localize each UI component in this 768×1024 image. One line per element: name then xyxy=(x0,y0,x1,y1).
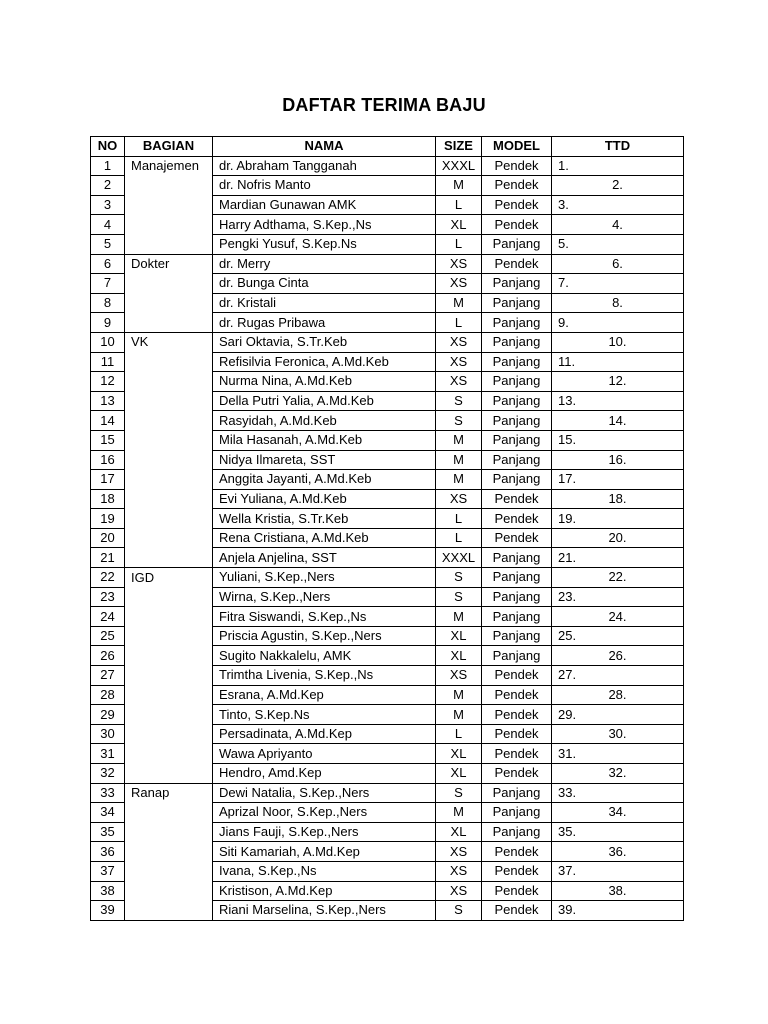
table-row xyxy=(91,861,684,881)
row-department: Ranap xyxy=(125,783,213,803)
row-number: 2 xyxy=(91,176,125,196)
header-ttd: TTD xyxy=(552,137,684,157)
row-number: 38 xyxy=(91,881,125,901)
row-number: 4 xyxy=(91,215,125,235)
row-model: Panjang xyxy=(482,568,552,588)
row-department xyxy=(125,450,213,470)
row-department xyxy=(125,274,213,294)
row-model: Pendek xyxy=(482,842,552,862)
row-signature: 30. xyxy=(552,724,684,744)
row-number: 13 xyxy=(91,391,125,411)
row-department: IGD xyxy=(125,568,213,588)
row-name: dr. Merry xyxy=(213,254,436,274)
row-department xyxy=(125,705,213,725)
row-size: M xyxy=(436,176,482,196)
row-department xyxy=(125,215,213,235)
row-signature: 36. xyxy=(552,842,684,862)
row-size: S xyxy=(436,587,482,607)
row-name: Trimtha Livenia, S.Kep.,Ns xyxy=(213,666,436,686)
document-title: DAFTAR TERIMA BAJU xyxy=(282,95,486,115)
row-number: 32 xyxy=(91,764,125,784)
table-row xyxy=(91,352,684,372)
row-signature: 34. xyxy=(552,803,684,823)
row-signature: 13. xyxy=(552,391,684,411)
table-row xyxy=(91,568,684,588)
row-name: Pengki Yusuf, S.Kep.Ns xyxy=(213,234,436,254)
row-name: Refisilvia Feronica, A.Md.Keb xyxy=(213,352,436,372)
table-row xyxy=(91,646,684,666)
row-model: Pendek xyxy=(482,685,552,705)
row-number: 16 xyxy=(91,450,125,470)
row-size: XXXL xyxy=(436,548,482,568)
row-size: M xyxy=(436,470,482,490)
row-number: 37 xyxy=(91,861,125,881)
row-department xyxy=(125,724,213,744)
row-model: Panjang xyxy=(482,783,552,803)
row-department xyxy=(125,528,213,548)
row-number: 8 xyxy=(91,293,125,313)
row-name: Harry Adthama, S.Kep.,Ns xyxy=(213,215,436,235)
table-row xyxy=(91,234,684,254)
row-name: Anggita Jayanti, A.Md.Keb xyxy=(213,470,436,490)
row-model: Pendek xyxy=(482,509,552,529)
row-size: M xyxy=(436,685,482,705)
row-size: S xyxy=(436,391,482,411)
row-number: 36 xyxy=(91,842,125,862)
row-name: Yuliani, S.Kep.,Ners xyxy=(213,568,436,588)
table-row xyxy=(91,587,684,607)
row-number: 20 xyxy=(91,528,125,548)
row-name: Wella Kristia, S.Tr.Keb xyxy=(213,509,436,529)
row-signature: 33. xyxy=(552,783,684,803)
row-model: Pendek xyxy=(482,881,552,901)
row-number: 39 xyxy=(91,901,125,921)
row-size: XS xyxy=(436,489,482,509)
row-department xyxy=(125,411,213,431)
row-size: S xyxy=(436,783,482,803)
row-model: Panjang xyxy=(482,646,552,666)
header-nama: NAMA xyxy=(213,137,436,157)
row-name: Fitra Siswandi, S.Kep.,Ns xyxy=(213,607,436,627)
row-number: 14 xyxy=(91,411,125,431)
row-number: 3 xyxy=(91,195,125,215)
row-number: 1 xyxy=(91,156,125,176)
row-number: 31 xyxy=(91,744,125,764)
row-size: XL xyxy=(436,215,482,235)
row-signature: 28. xyxy=(552,685,684,705)
row-signature: 35. xyxy=(552,822,684,842)
table-row xyxy=(91,509,684,529)
row-department xyxy=(125,352,213,372)
table-row xyxy=(91,881,684,901)
header-bagian: BAGIAN xyxy=(125,137,213,157)
table-header-row xyxy=(91,137,684,157)
row-department xyxy=(125,489,213,509)
table-row xyxy=(91,391,684,411)
row-name: Tinto, S.Kep.Ns xyxy=(213,705,436,725)
row-signature: 8. xyxy=(552,293,684,313)
row-department xyxy=(125,234,213,254)
row-name: Aprizal Noor, S.Kep.,Ners xyxy=(213,803,436,823)
row-signature: 23. xyxy=(552,587,684,607)
row-signature: 25. xyxy=(552,626,684,646)
row-size: L xyxy=(436,195,482,215)
row-signature: 14. xyxy=(552,411,684,431)
row-number: 33 xyxy=(91,783,125,803)
row-department xyxy=(125,822,213,842)
row-name: Ivana, S.Kep.,Ns xyxy=(213,861,436,881)
row-model: Panjang xyxy=(482,372,552,392)
row-number: 22 xyxy=(91,568,125,588)
row-name: Rena Cristiana, A.Md.Keb xyxy=(213,528,436,548)
row-signature: 38. xyxy=(552,881,684,901)
row-model: Pendek xyxy=(482,528,552,548)
row-model: Pendek xyxy=(482,195,552,215)
row-model: Panjang xyxy=(482,313,552,333)
row-signature: 37. xyxy=(552,861,684,881)
row-department xyxy=(125,195,213,215)
row-size: XS xyxy=(436,274,482,294)
row-department xyxy=(125,685,213,705)
row-signature: 21. xyxy=(552,548,684,568)
row-size: XS xyxy=(436,352,482,372)
row-model: Pendek xyxy=(482,215,552,235)
row-number: 12 xyxy=(91,372,125,392)
row-department xyxy=(125,646,213,666)
row-size: M xyxy=(436,607,482,627)
row-department xyxy=(125,764,213,784)
header-size: SIZE xyxy=(436,137,482,157)
row-size: M xyxy=(436,705,482,725)
row-department xyxy=(125,509,213,529)
row-name: Evi Yuliana, A.Md.Keb xyxy=(213,489,436,509)
row-signature: 27. xyxy=(552,666,684,686)
row-number: 24 xyxy=(91,607,125,627)
row-name: Wirna, S.Kep.,Ners xyxy=(213,587,436,607)
row-size: XS xyxy=(436,842,482,862)
row-number: 17 xyxy=(91,470,125,490)
row-department xyxy=(125,293,213,313)
row-name: dr. Nofris Manto xyxy=(213,176,436,196)
row-size: L xyxy=(436,724,482,744)
row-name: Hendro, Amd.Kep xyxy=(213,764,436,784)
row-name: Anjela Anjelina, SST xyxy=(213,548,436,568)
row-signature: 9. xyxy=(552,313,684,333)
row-department: Dokter xyxy=(125,254,213,274)
row-department xyxy=(125,470,213,490)
table-row xyxy=(91,822,684,842)
row-department xyxy=(125,587,213,607)
table-row xyxy=(91,607,684,627)
row-signature: 11. xyxy=(552,352,684,372)
table-row xyxy=(91,901,684,921)
table-row xyxy=(91,372,684,392)
row-number: 34 xyxy=(91,803,125,823)
row-model: Panjang xyxy=(482,234,552,254)
row-model: Panjang xyxy=(482,411,552,431)
table-row xyxy=(91,470,684,490)
row-size: XXXL xyxy=(436,156,482,176)
row-signature: 7. xyxy=(552,274,684,294)
row-model: Pendek xyxy=(482,254,552,274)
row-number: 15 xyxy=(91,430,125,450)
table-row xyxy=(91,626,684,646)
row-model: Panjang xyxy=(482,391,552,411)
row-number: 10 xyxy=(91,332,125,352)
row-model: Pendek xyxy=(482,764,552,784)
row-size: L xyxy=(436,234,482,254)
row-signature: 18. xyxy=(552,489,684,509)
row-model: Pendek xyxy=(482,176,552,196)
row-name: Sugito Nakkalelu, AMK xyxy=(213,646,436,666)
row-model: Panjang xyxy=(482,626,552,646)
row-signature: 17. xyxy=(552,470,684,490)
row-name: Siti Kamariah, A.Md.Kep xyxy=(213,842,436,862)
row-size: S xyxy=(436,568,482,588)
row-model: Panjang xyxy=(482,470,552,490)
row-model: Pendek xyxy=(482,156,552,176)
row-number: 18 xyxy=(91,489,125,509)
row-signature: 4. xyxy=(552,215,684,235)
row-model: Panjang xyxy=(482,450,552,470)
table-row xyxy=(91,254,684,274)
row-name: Priscia Agustin, S.Kep.,Ners xyxy=(213,626,436,646)
row-department xyxy=(125,626,213,646)
header-no: NO xyxy=(91,137,125,157)
row-model: Panjang xyxy=(482,607,552,627)
row-name: Nurma Nina, A.Md.Keb xyxy=(213,372,436,392)
row-size: M xyxy=(436,450,482,470)
row-name: Rasyidah, A.Md.Keb xyxy=(213,411,436,431)
row-size: M xyxy=(436,293,482,313)
row-size: L xyxy=(436,509,482,529)
row-name: Kristison, A.Md.Kep xyxy=(213,881,436,901)
row-model: Panjang xyxy=(482,274,552,294)
row-department xyxy=(125,861,213,881)
row-name: dr. Rugas Pribawa xyxy=(213,313,436,333)
table-row xyxy=(91,783,684,803)
row-department xyxy=(125,391,213,411)
row-department xyxy=(125,842,213,862)
row-model: Panjang xyxy=(482,822,552,842)
row-size: XS xyxy=(436,666,482,686)
table-row xyxy=(91,274,684,294)
table-row xyxy=(91,764,684,784)
row-model: Panjang xyxy=(482,803,552,823)
row-number: 27 xyxy=(91,666,125,686)
row-department xyxy=(125,744,213,764)
row-name: Mardian Gunawan AMK xyxy=(213,195,436,215)
row-department xyxy=(125,430,213,450)
row-name: Persadinata, A.Md.Kep xyxy=(213,724,436,744)
table-row xyxy=(91,450,684,470)
row-signature: 31. xyxy=(552,744,684,764)
row-size: XL xyxy=(436,744,482,764)
table-row xyxy=(91,215,684,235)
row-size: XL xyxy=(436,822,482,842)
row-signature: 16. xyxy=(552,450,684,470)
row-department xyxy=(125,372,213,392)
row-department xyxy=(125,548,213,568)
row-size: XS xyxy=(436,254,482,274)
row-signature: 1. xyxy=(552,156,684,176)
row-signature: 12. xyxy=(552,372,684,392)
table-row xyxy=(91,293,684,313)
row-number: 23 xyxy=(91,587,125,607)
table-row xyxy=(91,195,684,215)
table-row xyxy=(91,528,684,548)
table-row xyxy=(91,744,684,764)
row-size: S xyxy=(436,901,482,921)
row-department: VK xyxy=(125,332,213,352)
header-model: MODEL xyxy=(482,137,552,157)
row-signature: 3. xyxy=(552,195,684,215)
row-name: Della Putri Yalia, A.Md.Keb xyxy=(213,391,436,411)
row-number: 9 xyxy=(91,313,125,333)
row-number: 11 xyxy=(91,352,125,372)
row-name: Riani Marselina, S.Kep.,Ners xyxy=(213,901,436,921)
row-size: XS xyxy=(436,861,482,881)
row-department xyxy=(125,313,213,333)
row-name: Jians Fauji, S.Kep.,Ners xyxy=(213,822,436,842)
table-row xyxy=(91,489,684,509)
row-signature: 6. xyxy=(552,254,684,274)
row-number: 7 xyxy=(91,274,125,294)
row-size: S xyxy=(436,411,482,431)
row-number: 25 xyxy=(91,626,125,646)
row-number: 35 xyxy=(91,822,125,842)
table-row xyxy=(91,313,684,333)
row-department xyxy=(125,176,213,196)
row-signature: 5. xyxy=(552,234,684,254)
row-signature: 32. xyxy=(552,764,684,784)
row-name: Sari Oktavia, S.Tr.Keb xyxy=(213,332,436,352)
row-model: Panjang xyxy=(482,293,552,313)
table-row xyxy=(91,705,684,725)
row-number: 30 xyxy=(91,724,125,744)
row-size: XL xyxy=(436,646,482,666)
row-number: 28 xyxy=(91,685,125,705)
table-row xyxy=(91,685,684,705)
row-model: Pendek xyxy=(482,705,552,725)
row-department xyxy=(125,803,213,823)
row-size: XS xyxy=(436,372,482,392)
row-model: Pendek xyxy=(482,901,552,921)
row-model: Pendek xyxy=(482,861,552,881)
table-row xyxy=(91,156,684,176)
row-size: XS xyxy=(436,332,482,352)
row-signature: 22. xyxy=(552,568,684,588)
row-signature: 20. xyxy=(552,528,684,548)
row-name: Wawa Apriyanto xyxy=(213,744,436,764)
row-model: Panjang xyxy=(482,430,552,450)
table-row xyxy=(91,176,684,196)
row-model: Pendek xyxy=(482,724,552,744)
row-model: Panjang xyxy=(482,587,552,607)
row-number: 21 xyxy=(91,548,125,568)
row-model: Pendek xyxy=(482,744,552,764)
row-name: Mila Hasanah, A.Md.Keb xyxy=(213,430,436,450)
row-department xyxy=(125,901,213,921)
row-model: Panjang xyxy=(482,352,552,372)
row-size: XL xyxy=(436,626,482,646)
row-name: dr. Abraham Tangganah xyxy=(213,156,436,176)
row-name: Esrana, A.Md.Kep xyxy=(213,685,436,705)
table-row xyxy=(91,430,684,450)
row-size: M xyxy=(436,803,482,823)
row-name: Nidya Ilmareta, SST xyxy=(213,450,436,470)
row-model: Panjang xyxy=(482,332,552,352)
table-row xyxy=(91,842,684,862)
row-department xyxy=(125,666,213,686)
row-size: XL xyxy=(436,764,482,784)
row-number: 29 xyxy=(91,705,125,725)
row-department xyxy=(125,881,213,901)
table-row xyxy=(91,666,684,686)
row-name: dr. Bunga Cinta xyxy=(213,274,436,294)
table-row xyxy=(91,411,684,431)
table-row xyxy=(91,803,684,823)
row-name: Dewi Natalia, S.Kep.,Ners xyxy=(213,783,436,803)
clothing-receipt-table xyxy=(90,136,684,921)
row-model: Pendek xyxy=(482,666,552,686)
row-name: dr. Kristali xyxy=(213,293,436,313)
row-signature: 19. xyxy=(552,509,684,529)
row-signature: 39. xyxy=(552,901,684,921)
row-department xyxy=(125,607,213,627)
row-number: 6 xyxy=(91,254,125,274)
row-signature: 24. xyxy=(552,607,684,627)
table-row xyxy=(91,724,684,744)
row-size: L xyxy=(436,313,482,333)
row-signature: 29. xyxy=(552,705,684,725)
row-model: Pendek xyxy=(482,489,552,509)
row-number: 5 xyxy=(91,234,125,254)
row-size: XS xyxy=(436,881,482,901)
row-model: Panjang xyxy=(482,548,552,568)
table-row xyxy=(91,332,684,352)
row-size: L xyxy=(436,528,482,548)
table-body xyxy=(91,156,684,920)
row-signature: 10. xyxy=(552,332,684,352)
table-row xyxy=(91,548,684,568)
row-department: Manajemen xyxy=(125,156,213,176)
row-number: 26 xyxy=(91,646,125,666)
row-signature: 2. xyxy=(552,176,684,196)
row-signature: 15. xyxy=(552,430,684,450)
row-number: 19 xyxy=(91,509,125,529)
row-size: M xyxy=(436,430,482,450)
row-signature: 26. xyxy=(552,646,684,666)
